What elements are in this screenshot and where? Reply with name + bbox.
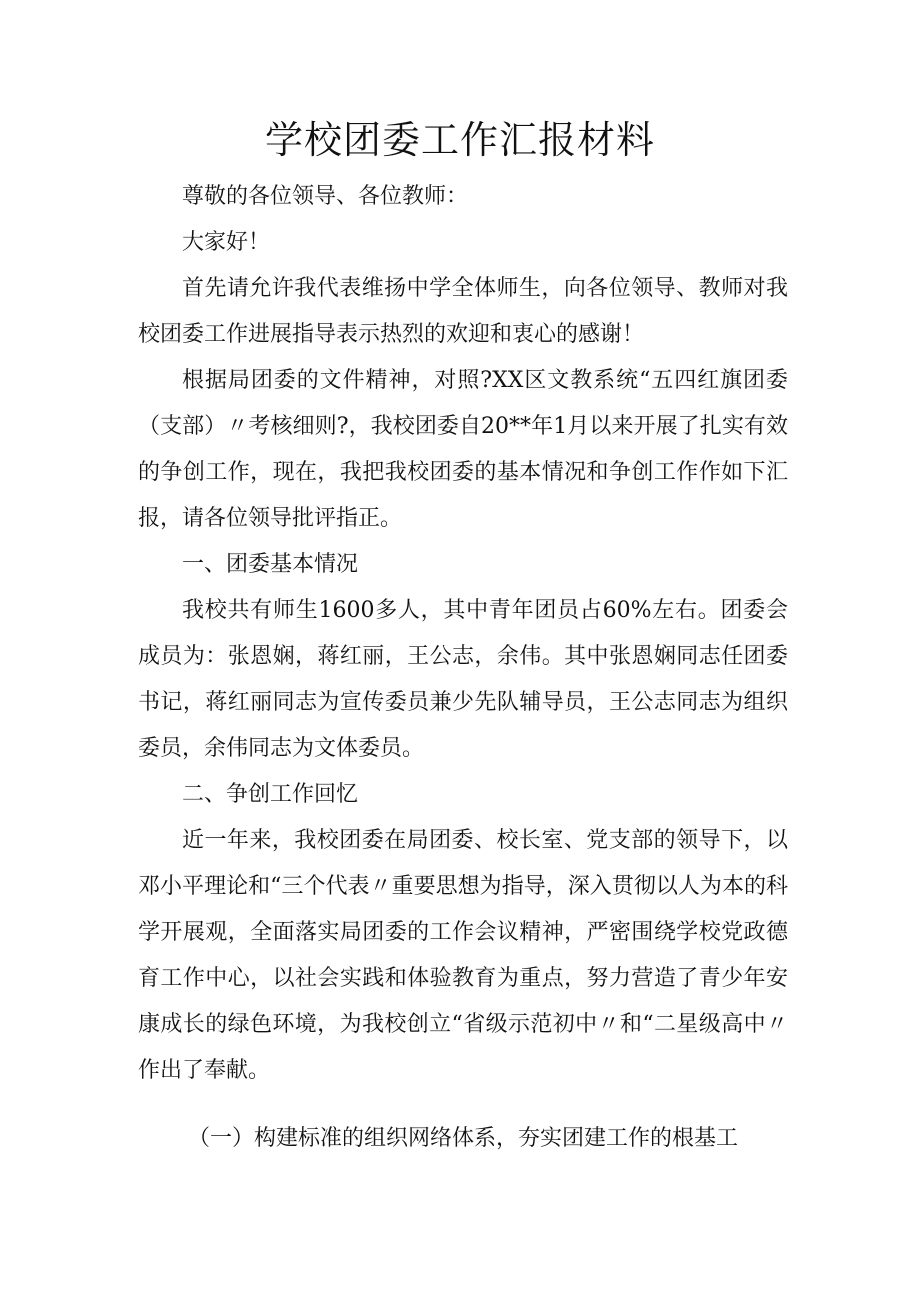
salutation: 尊敬的各位领导、各位教师： [182, 184, 469, 209]
document-title: 学校团委工作汇报材料 [264, 118, 655, 162]
paragraph-members: 我校共有师生1600多人，其中青年团员占60%左右。团委会成员为：张恩娴，蒋红丽，王公志，余伟。其中张恩娴同志任团委书记，蒋红丽同志为宣传委员兼少先队辅导员，王公志同志为组织委员，余伟同志为文体委员。 [138, 598, 788, 761]
subheading-organization: （一）构建标准的组织网络体系，夯实团建工作的根基工 [187, 1126, 738, 1151]
paragraph-review: 近一年来，我校团委在局团委、校长室、党支部的领导下，以邓小平理论和“三个代表〃重要思想为指导，深入贯彻以人为本的科学开展观，全面落实局团委的工作会议精神，严密围绕学校党政德育工作中心，以社会实践和体验教育为重点，努力营造了青少年安康成长的绿色环境，为我校创立“省级示范初中〃和“二星级高中〃作出了奉献。 [138, 828, 788, 1083]
greeting: 大家好！ [182, 230, 271, 255]
paragraph-basis: 根据局团委的文件精神，对照?XX区文教系统“五四红旗团委（支部）〃考核细则?，我校团委自20**年1月以来开展了扎实有效的争创工作，现在，我把我校团委的基本情况和争创工作作如下汇报，请各位领导批评指正。 [138, 368, 788, 531]
section-heading-review: 二、争创工作回忆 [182, 782, 359, 807]
paragraph-welcome: 首先请允许我代表维扬中学全体师生，向各位领导、教师对我校团委工作进展指导表示热烈的欢迎和衷心的感谢！ [138, 276, 788, 347]
document-body [138, 174, 788, 1162]
section-heading-basic-situation: 一、团委基本情况 [182, 552, 359, 577]
